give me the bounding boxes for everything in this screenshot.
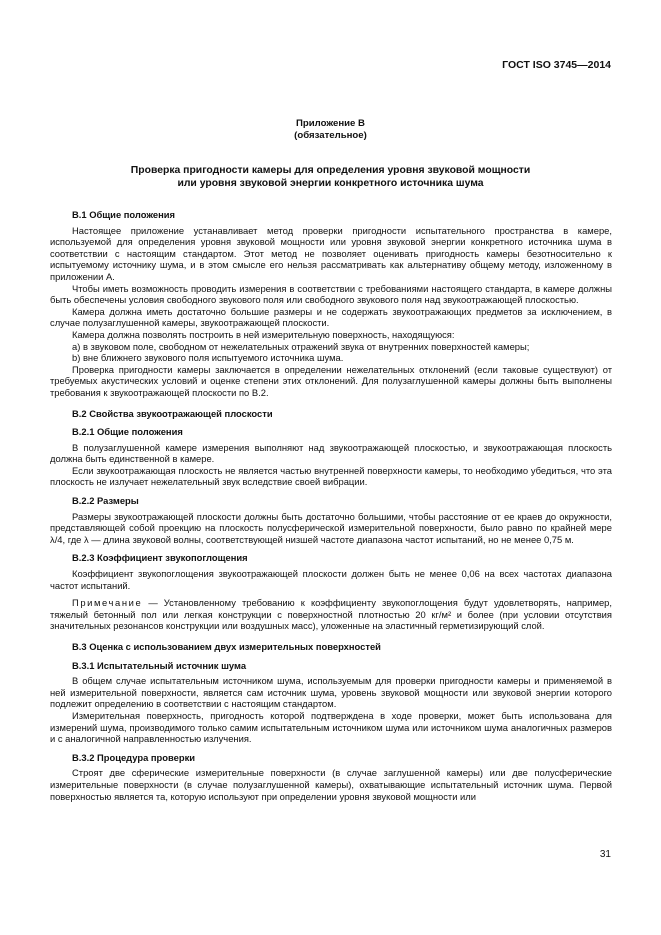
page-number: 31	[599, 849, 611, 860]
paragraph: Если звукоотражающая плоскость не является частью внутренней поверхности камеры, то необходимо убедиться, что эта плоскость не излучает нежелательный звук вследствие своей вибрации.	[50, 464, 612, 488]
paragraph: Проверка пригодности камеры заключается в определении нежелательных отклонений (если таковые существуют) от требуемых акустических условий и оценке степени этих отклонений. Для полузаглушенной камеры должны быть выполнены требования к звукоотражающей плоскости по В.2.	[50, 363, 612, 398]
subsection-b31-heading: В.3.1 Испытательный источник шума	[72, 659, 247, 671]
paragraph: Настоящее приложение устанавливает метод проверки пригодности испытательного пространства в камере, используемой для определения уровня звуковой мощности или уровня звуковой энергии конкретного источника шума в соответствии с настоящим стандартом. Этот метод не позволяет оценивать пригодность камеры безотносительно к испытуемому источнику шума, и в этом смысле его нельзя рассматривать как альтернативу общему методу, изложенному в приложении А.	[50, 224, 612, 282]
annex-heading	[0, 118, 661, 142]
paragraph: Строят две сферические измерительные поверхности (в случае заглушенной камеры) или две полусферические измерительные поверхности (в случае полузаглушенной камеры), охватывающие испытательный источник шума. Первой поверхностью является та, которую используют при определении уровня звуковой мощности или	[50, 767, 612, 802]
list-item: а) в звуковом поле, свободном от нежелательных отражений звука от внутренних поверхностей камеры;	[72, 340, 530, 352]
note-label: Примечание	[72, 597, 143, 609]
section-b1-heading: В.1 Общие положения	[72, 209, 175, 220]
paragraph: Камера должна иметь достаточно большие размеры и не содержать звукоотражающих предметов за исключением, в случае полузаглушенной камеры, звукоотражающей плоскости.	[50, 305, 612, 329]
document-title-line-1: Проверка пригодности камеры для определения уровня звуковой мощности	[130, 165, 531, 176]
list-item: b) вне ближнего звукового поля испытуемого источника шума.	[72, 352, 344, 364]
paragraph: В полузаглушенной камере измерения выполняют над звукоотражающей плоскостью, и звукоотражающая плоскость должна быть единственной в камере.	[50, 441, 612, 465]
annex-status: (обязательное)	[294, 130, 367, 141]
standard-designation: ГОСТ ISO 3745—2014	[502, 59, 611, 71]
section-b2-heading: В.2 Свойства звукоотражающей плоскости	[72, 407, 273, 419]
paragraph: Коэффициент звукопоглощения звукоотражающей плоскости должен быть не менее 0,06 на всех частотах диапазона частот испытаний.	[50, 568, 612, 591]
annex-title: Приложение В	[296, 118, 365, 129]
paragraph: Размеры звукоотражающей плоскости должны быть достаточно большими, чтобы расстояние от ее краев до окружности, представляющей собой проекцию на плоскость полусферической измерительной поверхности, было равно по крайней мере λ/4, где λ — длина звуковой волны, соответствующей низшей частоте диапазона частот испытаний, но не менее 0,75 м.	[50, 510, 612, 545]
document-body	[50, 209, 612, 802]
subsection-b32-heading: В.3.2 Процедура проверки	[72, 751, 196, 763]
subsection-b23-heading: В.2.3 Коэффициент звукопоглощения	[72, 552, 248, 564]
subsection-b21-heading: В.2.1 Общие положения	[72, 426, 183, 438]
note-text: — Установленному требованию к коэффициенту звукопоглощения будут удовлетворять, например, тяжелый бетонный пол или легкая конструкции с поверхностной плотностью 20 кг/м² и более (при условии отсутствия значительных резонансов конструкции или воздушных масс), уложенные на эластичный герметизирующий слой.	[50, 597, 612, 632]
paragraph: Камера должна позволять построить в ней измерительную поверхность, находящуюся:	[72, 328, 455, 340]
document-title	[60, 164, 601, 190]
document-title-line-2: или уровня звуковой энергии конкретного источника шума	[177, 178, 484, 189]
paragraph: Чтобы иметь возможность проводить измерения в соответствии с требованиями настоящего стандарта, в камере должны быть обеспечены условия свободного звукового поля или свободного звукового поля над звукоотражающей плоскостью.	[50, 282, 612, 306]
section-b3-heading: В.3 Оценка с использованием двух измерительных поверхностей	[72, 641, 381, 652]
paragraph: В общем случае испытательным источником шума, используемым для проверки пригодности камеры и применяемой в ней измерительной поверхности, является сам источник шума, уровень звуковой мощности или звуковой энергии которого подлежит определению в соответствии с настоящим стандартом.	[50, 675, 612, 710]
paragraph: Измерительная поверхность, пригодность которой подтверждена в ходе проверки, может быть использована для измерений шума, производимого только самим испытательным источником шума или источником шума аналогичных размеров и с аналогичной направленностью излучения.	[50, 709, 612, 745]
note	[50, 597, 612, 632]
subsection-b22-heading: В.2.2 Размеры	[72, 495, 139, 507]
